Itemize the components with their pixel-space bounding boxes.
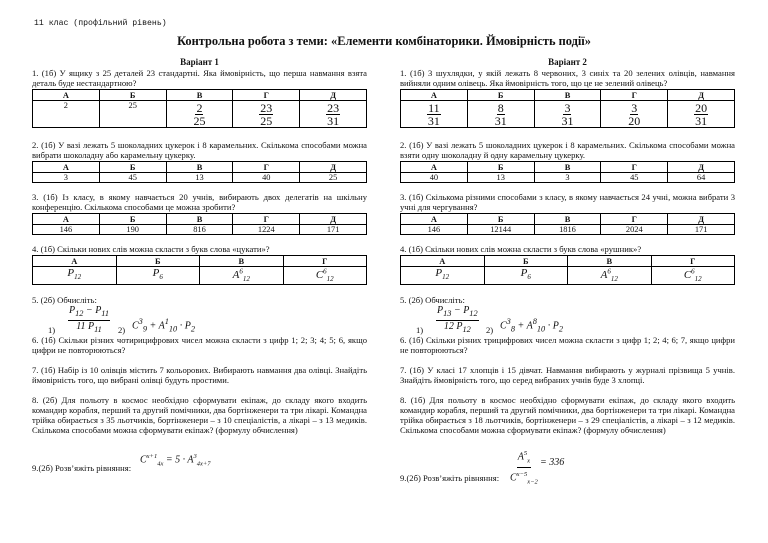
v2-question-6: 6. (1б) Скільки різних трицифрових чисел можна скласти з цифр 1; 2; 4; 6; 7, якщо цифри не повторюються? — [400, 334, 735, 355]
v2-question-5: 5. (2б) Обчисліть: — [400, 294, 465, 305]
v2-question-2: 2. (1б) У вазі лежать 5 шоколадних цукерок і 8 карамельних. Скількома способами можна взяти одну шоколадну й одну карамельну цукерку. — [400, 140, 735, 160]
variant-2-heading: Варіант 2 — [548, 57, 587, 67]
col-a: А — [33, 90, 100, 101]
v1-question-2: 2. (1б) У вазі лежать 5 шоколадних цукерок і 8 карамельних. Скількома способами можна вибрати шоколадну або карамельну цукерку. — [32, 140, 367, 160]
v1-question-4: 4. (1б) Скільки нових слів можна скласти з букв слова «цукати»? — [32, 244, 270, 254]
variant-2-column — [400, 56, 735, 489]
v2-question-7: 7. (1б) У класі 17 хлопців і 15 дівчат. Навмання вибирають у журналі прізвища 5 учнів. Знайдіть ймовірність того, що серед вибраних учнів буде 3 хлопці. — [400, 364, 735, 385]
answer-cell: 2 — [33, 101, 100, 128]
v2-question-8: 8. (1б) Для польоту в космос необхідно сформувати екіпаж, до складу якого входить командир корабля, перший та другий помічники, два бортінженери та три лікарі. Командна трійка обирається з 18 льотчиків, бортінженери – з 29 спеціалістів, а лікарі – з 12 медиків. Скількома способами можна сформувати екіпаж? (формулу обчислення) — [400, 394, 735, 435]
v1-q3-answers: А Б В Г Д 146 190 816 1224 171 — [32, 213, 367, 235]
v1-question-6: 6. (1б) Скільки різних чотирицифрових чисел можна скласти з цифр 1; 2; 3; 4; 5; 6, якщо цифри не повторюються? — [32, 334, 367, 355]
v2-question-1: 1. (1б) 3 шухлядки, у якій лежать 8 червоних, 3 синіх та 20 зелених олівців, навмання вийняли одним олівець. Яка ймовірність того, що це не зелений олівець? — [400, 68, 735, 88]
col-v: В — [166, 90, 233, 101]
answer-cell: $\frac{23}{31}$ — [300, 101, 367, 128]
v1-q1-answers — [32, 89, 367, 128]
v2-q5-expressions: 1) $P_{13} - P_{12}$ 12 $P_{12}$ 2) $C^3_8 + A^8_{10} \cdot P_2$ — [416, 304, 563, 335]
v2-q1-answers: А Б В Г Д $\frac{11}{31}$ $\frac{8}{31}$ $\frac{3}{31}$ $\frac{3}{20}$ $\frac{20}{31}$ — [400, 89, 735, 128]
v1-question-3: 3. (1б) Із класу, в якому навчається 20 учнів, вибирають двох делегатів на шкільну конференцію. Скількома способами це можна зробити? — [32, 192, 367, 212]
v2-q2-answers: А Б В Г Д 40 13 3 45 64 — [400, 161, 735, 183]
answer-cell: $\frac{2}{25}$ — [166, 101, 233, 128]
v1-question-7: 7. (1б) Набір із 10 олівців містить 7 кольорових. Вибирають навмання два олівці. Знайдіть ймовірність того, що вибрані олівці будуть простими. — [32, 364, 367, 385]
v2-q4-answers: А Б В Г $P_{12}$ $P_6$ $A^6_{12}$ $C^6_{12}$ — [400, 255, 735, 285]
v2-q3-answers: А Б В Г Д 146 12144 1816 2024 171 — [400, 213, 735, 235]
v2-question-4: 4. (1б) Скільки нових слів можна скласти з букв слова «рушник»? — [400, 244, 642, 254]
col-g: Г — [233, 90, 300, 101]
page-title: Контрольна робота з теми: «Елементи комбінаторики. Ймовірність події» — [177, 34, 591, 48]
col-b: Б — [99, 90, 166, 101]
answer-cell: 25 — [99, 101, 166, 128]
variant-1-heading: Варіант 1 — [180, 57, 219, 67]
v1-q5-expressions: 1) $P_{12} - P_{11}$ 11 $P_{11}$ 2) $C^3_9 + A^1_{10} \cdot P_2$ — [48, 304, 195, 335]
v2-question-9: 9.(2б) Розв’яжіть рівняння: $A^5_x$ $C^{x-5}_{x-2}$ = 336 — [400, 445, 735, 489]
v1-q4-answers: А Б В Г $P_{12}$ $P_6$ $A^6_{12}$ $C^6_{12}$ — [32, 255, 367, 285]
v1-question-8: 8. (2б) Для польоту в космос необхідно сформувати екіпаж, до складу якого входить командир корабля, перший та другий помічники, два бортінженери та три лікарі. Командна трійка обирається з 35 льотчиків, бортінженери – з 10 спеціалістів, а лікарі – з 13 медиків. Скількома способами можна сформувати екіпаж? (формулу обчислення) — [32, 394, 367, 435]
v1-question-1: 1. (1б) У ящику з 25 деталей 23 стандартні. Яка ймовірність, що перша навмання взята деталь буде нестандартною? — [32, 68, 367, 88]
v1-q2-answers: А Б В Г Д 3 45 13 40 25 — [32, 161, 367, 183]
v1-question-5: 5. (2б) Обчисліть: — [32, 294, 97, 305]
grade-label: 11 клас (профільний рівень) — [34, 19, 167, 28]
v1-question-9: 9.(2б) Розв’яжіть рівняння: $C^{x+1}_{4x} = 5 \cdot A^3_{4x+7}$ — [32, 452, 211, 473]
col-d: Д — [300, 90, 367, 101]
v2-question-3: 3. (1б) Скількома різними способами з класу, в якому навчається 24 учні, можна вибрати 3 учні для чергування? — [400, 192, 735, 212]
variant-1-column — [32, 56, 367, 479]
answer-cell: $\frac{23}{25}$ — [233, 101, 300, 128]
